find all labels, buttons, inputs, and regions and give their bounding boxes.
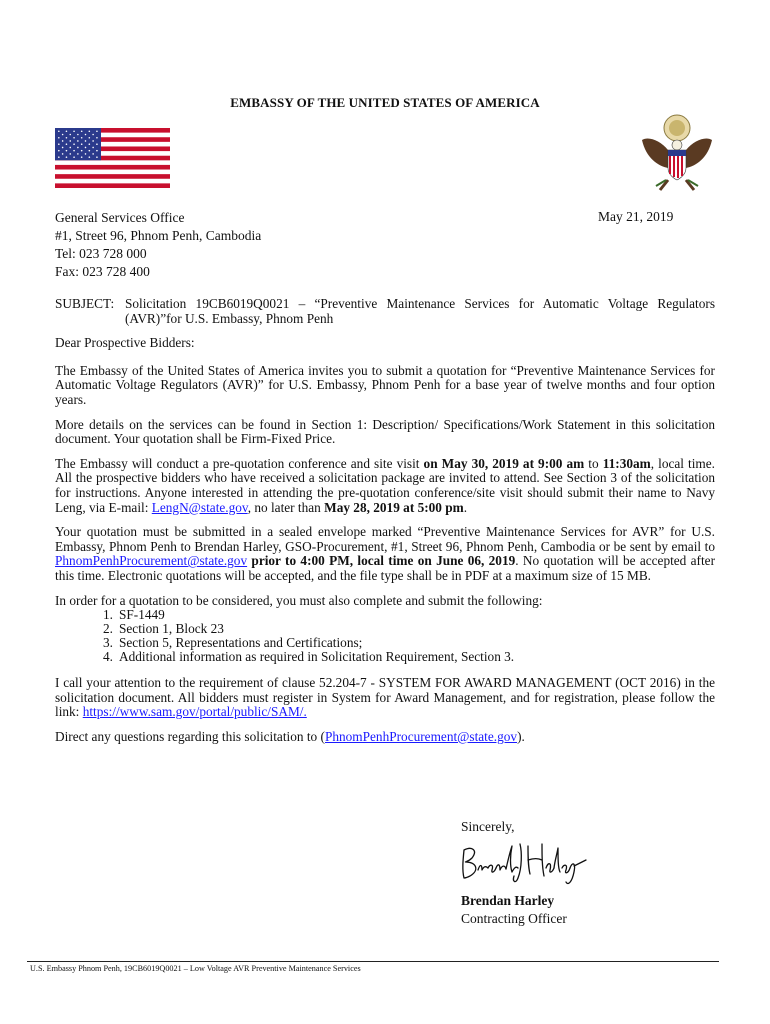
questions-text: ). [517, 728, 525, 744]
list-item-number: 3. [103, 635, 113, 651]
letterhead-title: EMBASSY OF THE UNITED STATES OF AMERICA [230, 95, 540, 110]
conference-text: , local time. All the prospective bidders who have received a solicitation package are invited to attend. See Section 3 of the solicitation for instructions. Anyone interested in attending the pre-quotation conference/site visit should submit their name to Navy Leng, via E-mail: [55, 455, 715, 515]
subject-text: Solicitation 19CB6019Q0021 – “Preventive Maintenance Services for Automatic Voltage Regulators (AVR)”for U.S. Embassy, Phnom Penh [125, 296, 715, 326]
list-item-text: Section 5, Representations and Certifications; [119, 635, 363, 651]
email-link-leng[interactable]: LengN@state.gov [151, 499, 248, 515]
paragraph-sam [55, 676, 715, 720]
sender-tel: Tel: 023 728 000 [55, 246, 147, 261]
email-link-questions[interactable]: PhnomPenhProcurement@state.gov [324, 728, 518, 744]
paragraph-invitation: The Embassy of the United States of America invites you to submit a quotation for “Preventive Maintenance Services for Automatic Voltage Regulators (AVR)” for U.S. Embassy, Phnom Penh for a base year of twelve months and four option years. [55, 362, 715, 407]
page-footer: U.S. Embassy Phnom Penh, 19CB6019Q0021 – Low Voltage AVR Preventive Maintenance Services [30, 964, 361, 973]
handwritten-signature-icon [458, 838, 593, 888]
questions-text: Direct any questions regarding this solicitation to ( [55, 728, 325, 744]
signer-title: Contracting Officer [461, 911, 567, 926]
list-item-number: 2. [103, 621, 113, 637]
list-item-number: 1. [103, 607, 113, 623]
conference-text: to [584, 455, 603, 471]
conference-text: The Embassy will conduct a pre-quotation conference and site visit [55, 455, 424, 471]
list-item-text: Section 1, Block 23 [119, 621, 224, 637]
subject-label: SUBJECT: [55, 296, 115, 311]
paragraph-submission [55, 525, 715, 583]
footer-divider [27, 961, 719, 962]
conference-text: . [463, 499, 468, 515]
paragraph-conference [55, 457, 715, 515]
list-item-text: SF-1449 [119, 607, 165, 623]
conference-text: , no later than [247, 499, 325, 515]
paragraph-details: More details on the services can be found in Section 1: Description/ Specifications/Work Statement in this solicitation document. Your quotation shall be Firm-Fixed Price. [55, 416, 715, 447]
signer-name: Brendan Harley [461, 893, 555, 908]
paragraph-questions [55, 730, 715, 745]
list-item-number: 4. [103, 649, 113, 665]
great-seal-eagle-icon [638, 110, 716, 194]
list-item [55, 636, 715, 650]
list-item [55, 608, 715, 622]
sender-fax: Fax: 023 728 400 [55, 264, 150, 279]
sender-address [55, 209, 261, 281]
us-flag-icon [55, 128, 170, 188]
submission-text: Your quotation must be submitted in a sealed envelope marked “Preventive Maintenance Services for AVR” for U.S. Embassy, Phnom Penh to Brendan Harley, GSO-Procurement, #1, Street 96, Phnom Penh, Cambodia or be sent by email to [55, 524, 715, 554]
sender-street: #1, Street 96, Phnom Penh, Cambodia [55, 228, 262, 243]
letter-date: May 21, 2019 [598, 209, 674, 224]
list-item-text: Additional information as required in Solicitation Requirement, Section 3. [119, 649, 515, 665]
paragraph-requirements-intro: In order for a quotation to be considered, you must also complete and submit the following: [55, 592, 543, 608]
salutation: Dear Prospective Bidders: [55, 335, 195, 351]
sam-link[interactable]: https://www.sam.gov/portal/public/SAM/. [82, 704, 307, 720]
email-link-procurement[interactable]: PhnomPenhProcurement@state.gov [55, 553, 248, 569]
registration-deadline: May 28, 2019 at 5:00 pm [324, 499, 464, 515]
list-item [55, 622, 715, 636]
letter-body [55, 297, 715, 754]
sender-office: General Services Office [55, 210, 185, 225]
sam-text: I call your attention to the requirement of clause 52.204-7 - SYSTEM FOR AWARD MANAGEMENT (OCT 2016) in the solicitation document. All bidders must register in System for Award Management, and for registration, please follow the link: [55, 675, 715, 720]
submission-text: . No quotation will be accepted after this time. Electronic quotations will be accepted, and the file type shall be in PDF at a maximum size of 15 MB. [55, 553, 715, 583]
subject-line [55, 297, 715, 326]
submission-deadline: prior to 4:00 PM, local time on June 06, 2019 [247, 553, 516, 569]
conference-date: on May 30, 2019 at 9:00 am [423, 455, 585, 471]
requirements-list [55, 608, 715, 664]
list-item [55, 650, 715, 664]
closing-sincerely: Sincerely, [461, 819, 515, 834]
conference-end-time: 11:30am [602, 455, 651, 471]
